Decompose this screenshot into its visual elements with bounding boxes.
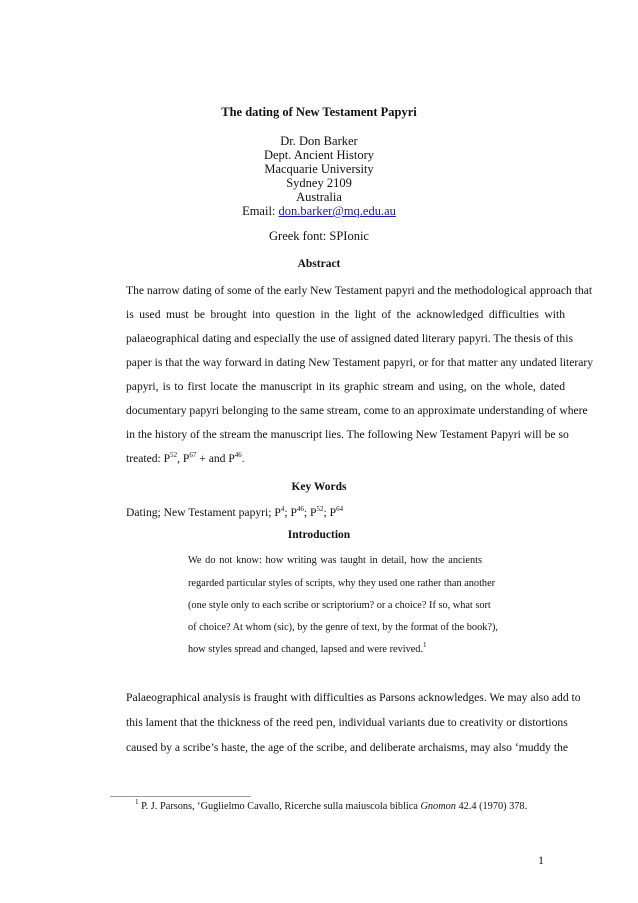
author-university: Macquarie University bbox=[264, 162, 374, 176]
paragraph-line: Palaeographical analysis is fraught with difficulties as Parsons acknowledges. We may also add to bbox=[126, 691, 581, 704]
author-email bbox=[0, 205, 638, 218]
email-label: Email: bbox=[242, 204, 279, 218]
paragraph-line: caused by a scribe’s haste, the age of the scribe, and deliberate archaisms, may also ‘muddy the bbox=[126, 741, 569, 754]
greek-font-note: Greek font: SPIonic bbox=[269, 229, 369, 243]
author-country: Australia bbox=[296, 190, 342, 204]
quote-line: regarded particular styles of scripts, why they used one rather than another bbox=[188, 578, 496, 589]
email-link[interactable]: don.barker@mq.edu.au bbox=[278, 204, 396, 218]
abstract-line: is used must be brought into question in the light of the acknowledged difficulties with bbox=[126, 308, 565, 321]
introduction-heading: Introduction bbox=[287, 529, 351, 541]
author-city: Sydney 2109 bbox=[286, 176, 352, 190]
keywords-list: Dating; New Testament papyri; $P^4$; $P^{46}$; $P^{52}$; $P^{64}$ bbox=[126, 505, 344, 519]
abstract-line: in the history of the stream the manuscript lies. The following New Testament Papyri will be so bbox=[126, 428, 569, 441]
author-name: Dr. Don Barker bbox=[280, 134, 358, 148]
page-number: 1 bbox=[538, 853, 544, 867]
author-department: Dept. Ancient History bbox=[263, 148, 375, 162]
keywords-heading: Key Words bbox=[291, 481, 347, 493]
abstract-line: paper is that the way forward in dating New Testament papyri, or for that matter any undated literary bbox=[126, 356, 594, 369]
abstract-line: palaeographical dating and especially the use of assigned dated literary papyri. The thesis of this bbox=[126, 332, 573, 345]
quote-line: We do not know: how writing was taught in detail, how the ancients bbox=[188, 555, 482, 566]
quote-line-last: how styles spread and changed, lapsed and were revived.$^1$ bbox=[188, 641, 427, 655]
abstract-line: The narrow dating of some of the early New Testament papyri and the methodological approach that bbox=[126, 284, 593, 297]
abstract-line-last: treated: $P^{52}$, $P^{67}$ + and $P^{46}$. bbox=[126, 451, 245, 465]
footnote-divider bbox=[110, 796, 251, 797]
footnote: $^1$ P. J. Parsons, ‘Guglielmo Cavallo, Ricerche sulla maiuscola biblica Gnomon 42.4 (1970) 378. bbox=[135, 798, 528, 812]
abstract-heading: Abstract bbox=[297, 258, 341, 270]
quote-line: of choice? At whom (sic), by the genre of text, by the format of the book?), bbox=[188, 622, 498, 633]
quote-line: (one style only to each scribe or scriptorium? or a choice? If so, what sort bbox=[188, 600, 491, 611]
abstract-line: papyri, is to first locate the manuscript in its graphic stream and using, on the whole, dated bbox=[126, 380, 565, 393]
paragraph-line: this lament that the thickness of the reed pen, individual variants due to creativity or distortions bbox=[126, 716, 568, 729]
abstract-line: documentary papyri belonging to the same stream, come to an approximate understanding of where bbox=[126, 404, 588, 417]
page-title: The dating of New Testament Papyri bbox=[221, 105, 417, 119]
footnote-ref[interactable]: 1 bbox=[423, 641, 427, 649]
